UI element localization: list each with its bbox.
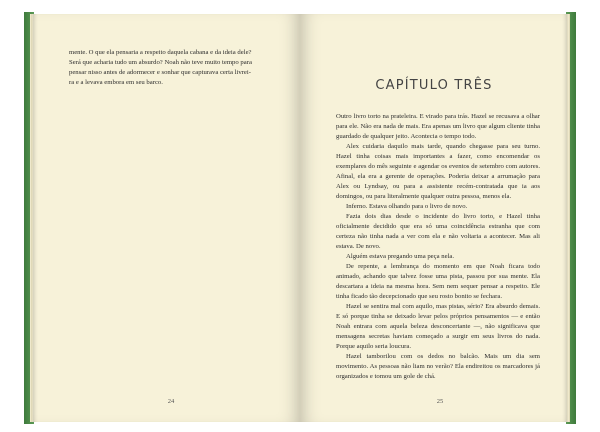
left-page xyxy=(32,14,300,422)
paragraph: Alguém estava pregando uma peça nela. xyxy=(346,253,455,260)
paragraph: Hazel tamborilou com os dedos no balcão. Mais um dia sem movimento. As pessoas não liam no verão? Ela endireitou os marcadores já organizados e tomou um gole de chá. xyxy=(336,353,540,380)
text-line: Será que acharia tudo um absurdo? Noah não teve muito tempo para xyxy=(69,59,252,66)
paragraph: De repente, a lembrança do momento em que Noah ficara todo animado, achando que talvez fosse uma pista, passou por sua mente. Ela descartara a ideia na mesma hora. Sem nem sequer pensar a respeito. Ele tinha ficado tão decepcionado que seu rosto bonito se fechara. xyxy=(336,263,540,300)
chapter-title: CAPÍTULO TRÊS xyxy=(375,78,493,93)
paragraph: Outro livro torto na prateleira. E virado para trás. Hazel se recusava a olhar para ele. Não era nada de mais. Era apenas um livro que algum cliente tinha guardado de qualquer jeito. Acontecia o tempo todo. xyxy=(336,113,540,140)
text-line: mente. O que ela pensaria a respeito daquela cabana e da ideia dele? xyxy=(69,49,252,56)
paragraph: Alex cuidaria daquilo mais tarde, quando chegasse para seu turno. Hazel tinha coisas mais importantes a fazer, como encomendar os exemplares do mês seguinte e agendar os eventos de setembro com autores. Afinal, ela era a gerente de operações. Poderia deixar a arrumação para Alex ou Lyndsay, ou para a assistente recém-contratada que ia aos domingos, ou para literalmente qualquer outra pessoa, menos ela. xyxy=(336,143,540,200)
paragraph: Hazel se sentira mal com aquilo, mas pistas, sério? Era absurdo demais. E só porque tinha se deixado levar pelos próprios pensamentos — e então Noah entrara com aquela beleza desconcertante —, não significava que mensagens secretas haviam começado a surgir em seus livros do nada. Porque aquilo seria loucura. xyxy=(336,303,540,350)
text-line: ra e a levava embora em seu barco. xyxy=(69,79,163,86)
right-page-text xyxy=(336,112,540,382)
right-page xyxy=(300,14,568,422)
page-number: 25 xyxy=(436,398,444,405)
page-number: 24 xyxy=(167,398,175,405)
paragraph: Inferno. Estava olhando para o livro de novo. xyxy=(346,203,468,210)
paragraph: Fazia dois dias desde o incidente do livro torto, e Hazel tinha oficialmente decidido que era só uma coincidência estranha que com certeza não tinha nada a ver com ela e não voltaria a acontecer. Mas ali estava. De novo. xyxy=(336,213,540,250)
open-book xyxy=(24,12,576,424)
left-page-text xyxy=(69,48,279,88)
text-line: pensar nisso antes de adormecer e sonhar que capturava certa livrei- xyxy=(69,69,251,76)
